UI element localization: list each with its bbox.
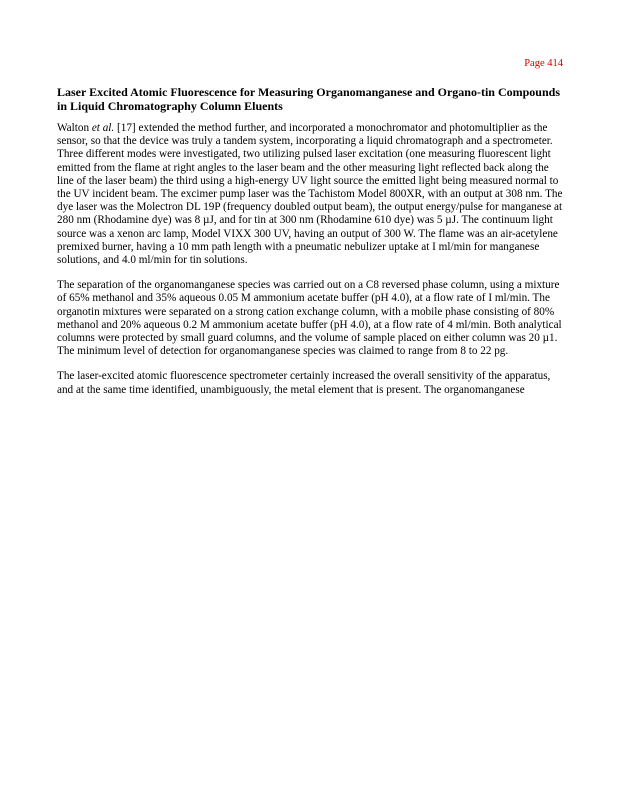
paragraph-walton [57, 122, 566, 267]
section-title: Laser Excited Atomic Fluorescence for Measuring Organomanganese and Organo-tin Compounds in Liquid Chromatography Column Eluents [57, 85, 560, 113]
page-number: Page 414 [524, 58, 563, 69]
page-content [57, 85, 566, 409]
et-al: et al. [91, 122, 115, 134]
paragraph-separation: The separation of the organomanganese species was carried out on a C8 reversed phase column, using a mixture of 65% methanol and 35% aqueous 0.05 M ammonium acetate buffer (pH 4.0), at a flow rate of I ml/min. The organotin mixtures were separated on a strong cation exchange column, with a mobile phase consisting of 80% methanol and 20% aqueous 0.2 M ammonium acetate buffer (pH 4.0), at a flow rate of 4 ml/min. Both analytical columns were protected by small guard columns, and the volume of sample placed on either column was 20 µ1. The minimum level of detection for organomanganese species was claimed to range from 8 to 22 pg. [57, 279, 562, 358]
paragraph-walton-body: [17] extended the method further, and incorporated a monochromator and photomultiplier as the sensor, so that the device was truly a tandem system, incorporating a liquid chromatograph and a spectrometer. Three different modes were investigated, two utilizing pulsed laser excitation (one measuring fluorescent light emitted from the flame at right angles to the laser beam and the other measuring light reflected back along the line of the laser beam) the third using a high-energy UV light source the emitted light being measured normal to the UV incident beam. The excimer pump laser was the Tachistom Model 800XR, with an output at 308 nm. The dye laser was the Molectron DL 19P (frequency doubled output beam), the output energy/pulse for manganese at 280 nm (Rhodamine dye) was 8 µJ, and for tin at 300 nm (Rhodamine 610 dye) was 5 µJ. The continuum light source was a xenon arc lamp, Model VIXX 300 UV, having an output of 300 W. The flame was an air-acetylene premixed burner, having a 10 mm path length with a pneumatic nebulizer uptake at I ml/min for manganese solutions, and 4.0 ml/min for tin solutions. [57, 122, 563, 267]
paragraph-sensitivity: The laser-excited atomic fluorescence spectrometer certainly increased the overall sensitivity of the apparatus, and at the same time identified, unambiguously, the metal element that is present. The organomanganese [57, 370, 551, 396]
author-name: Walton [57, 122, 90, 134]
